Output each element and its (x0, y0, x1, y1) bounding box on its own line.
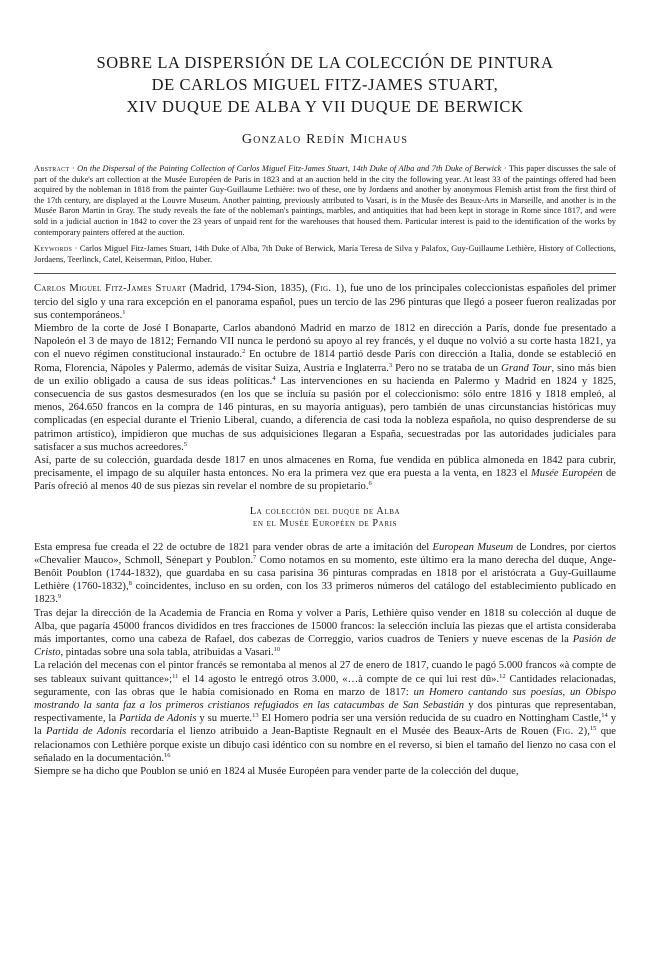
figure-ref-1[interactable]: Fig. 1 (314, 283, 341, 295)
abstract-sep: · (69, 164, 78, 173)
paragraph-6 (34, 659, 616, 765)
keywords-label: Keywords (34, 244, 73, 254)
p6-text-c: Cantidades relacionadas, seguramente, con las obras que le había comisionado en Roma en marzo de 1817: (34, 673, 616, 698)
abstract (34, 164, 616, 238)
footnote-ref-1[interactable]: 1 (122, 308, 126, 316)
paper-title (34, 52, 616, 118)
p3-text-a: Así, parte de su colección, guardada desde 1817 en unos almacenes en Roma, fue vendida en pública almoneda en 1842 para cubrir, precisamente, el impago de su alquiler hasta entonces. No era la primera vez que era puesta a la venta, en 1823 el (34, 454, 616, 480)
title-line-1: SOBRE LA DISPERSIÓN DE LA COLECCIÓN DE PINTURA (96, 53, 554, 72)
footnote-ref-14[interactable]: 14 (601, 712, 608, 720)
paper-page (0, 52, 650, 971)
p3-text-b: de París ofreció al menos 40 de sus piezas sin revelar el nombre de su propietario. (34, 468, 616, 493)
footnote-ref-6[interactable]: 6 (368, 480, 372, 488)
p6-text-i: recordaría el lienzo atribuido a Jean-Baptiste Regnault en el Musée des Beaux-Arts de Rouen ( (126, 726, 557, 738)
keywords-text: · Carlos Miguel Fitz-James Stuart, 14th Duke of Alba, 7th Duke of Berwick, María Teresa de Silva y Palafox, Guy-Guillaume Lethière, History of Collections, Jordaens, Teerlinck, Catel, Keiserman, Pitloo, Huber. (34, 244, 616, 264)
footnote-ref-4[interactable]: 4 (272, 374, 276, 382)
p6-italic-4: Partida de Adonis (46, 726, 127, 738)
footnote-ref-16[interactable]: 16 (164, 751, 171, 759)
p6-text-f: y su muerte. (196, 713, 253, 725)
p4-italic: European Museum (432, 541, 514, 553)
p6-text-d: , (562, 686, 570, 698)
title-line-2: DE CARLOS MIGUEL FITZ-JAMES STUART, (151, 75, 499, 94)
paragraph-3 (34, 454, 616, 494)
section-heading-line-1: La colección del duque de Alba (249, 505, 401, 517)
p6-italic-1: un Homero cantando sus poesías (413, 686, 563, 698)
p6-text-g: El Homero podría ser una versión reducida de su cuadro en Nottingham Castle, (258, 713, 602, 725)
lead-name: Carlos Miguel Fitz-James Stuart (34, 283, 187, 295)
paragraph-2 (34, 322, 616, 454)
footnote-ref-2[interactable]: 2 (242, 348, 246, 356)
section-heading-line-2: en el Musée Européen de Paris (252, 518, 398, 530)
p1-text-b: ), fue uno de los principales coleccionistas españoles del primer tercio del siglo y una rara excepción en el panorama español, pues un tercio de las 296 pinturas que llegó a poseer fueron realizadas por sus contemporáneos. (34, 283, 617, 321)
keywords (34, 244, 616, 265)
paragraph-1 (34, 282, 616, 322)
title-line-3: XIV DUQUE DE ALBA Y VII DUQUE DE BERWICK (126, 97, 524, 116)
p2-text-d: , sino más bien de un exilio obligado a causa de sus ideas políticas. (34, 362, 616, 387)
abstract-title: On the Dispersal of the Painting Collection of Carlos Miguel Fitz-James Stuart, 14th Duke of Alba and 7th Duke of Berwick (77, 164, 502, 173)
p6-text-b: el 14 agosto le entregó otros 3.000, «…à compte de ce qui lui rest dû». (178, 673, 500, 685)
abstract-label: Abstract (34, 164, 70, 173)
footnote-ref-7[interactable]: 7 (253, 553, 257, 561)
author-name: Gonzalo Redín Michaus (241, 132, 409, 147)
paragraph-5 (34, 607, 616, 660)
p6-italic-3: Partida de Adonis (119, 713, 197, 725)
p5-text-a: Tras dejar la dirección de la Academia de Francia en Roma y volver a París, Lethière quiso vender en 1818 su colección al duque de Alba, que pagaría 45000 francos divididos en tres fracciones de 15000 francos: la selección incluía las piezas que el artista consideraba más importantes, como una cabeza de Rafael, dos cabezas de Correggio, varios cuadros de Teniers y nueve escenas de la (34, 607, 616, 646)
p4-text-d: coincidentes, incluso en su orden, con los 33 primeros números del catálogo del establecimiento publicado en 1823. (34, 581, 616, 606)
footnote-ref-5[interactable]: 5 (183, 440, 187, 448)
p6-text-j: ), (583, 726, 590, 738)
p4-text-b: de Londres, por ciertos «Chevalier Mauco», Schmoll, Sénepart y Poublon. (34, 541, 616, 566)
footnote-ref-13[interactable]: 13 (252, 712, 259, 720)
p6-text-k: que relacionamos con Lethière porque existe un dibujo casi idéntico con su nombre en el reverso, si bien el tamaño del lienzo no casa con el señalado en la documentación. (34, 726, 617, 764)
footnote-ref-9[interactable]: 9 (57, 593, 62, 601)
p2-text-c: Pero no se trataba de un (392, 362, 502, 374)
p2-text-b: En octubre de 1814 partió desde París con dirección a Italia, donde se estableció en Roma, Florencia, Nápoles y Palermo, además de visitar Suiza, Austria e Inglaterra. (34, 349, 616, 374)
section-heading (34, 506, 616, 531)
p4-text-c: Como notamos en su momento, este último era la mano derecha del duque, Ange-Benôit Poublon (1744-1832), que guardaba en su casa parisina 36 pinturas compradas en 1818 por el aristócrata a Guy-Guillaume Lethière (1760-1832), (34, 554, 616, 593)
divider-rule (34, 273, 616, 274)
paragraph-7: Siempre se ha dicho que Poublon se unió en 1824 al Musée Européen para vender parte de la colección del duque, (34, 766, 519, 778)
abstract-text: · This paper discusses the sale of part of the duke's art collection at the Musée Européen de Paris in 1823 and at an auction held in the city the following year. At least 33 of the paintings offered had been acquired by the nobleman in 1818 from the painter Guy-Guillaume Lethière: two of these, one by Jordaens and another by anonymous Flemish artist from the first third of the 17th century, are displayed at the Louvre Museum. Another painting, previously attributed to Vasari, is in the Musée des Beaux-Arts in Marseille, and another is in the Musée Baron Martin in Gray. The study reveals the fate of the nobleman's paintings, marbles, and antiquities that had been kept in storage in Rome since 1817, and were sold in a judicial auction in 1842 to cover the 23 years of unpaid rent for the warehouses that housed them. Particular interest is paid to the identification of the works by contemporary painters offered at the auction. (34, 164, 616, 237)
paragraph-4 (34, 541, 616, 607)
p5-text-b: , pintadas sobre una sola tabla, atribuidas a Vasari. (60, 647, 274, 659)
p6-text-h: y la (34, 713, 616, 738)
p3-italic: Musée Européen (530, 468, 603, 480)
p6-italic-2: un Obispo mostrando la santa faz a los primeros cristianos refugiados en las catacumbas de San Sebastián (34, 686, 617, 712)
footnote-ref-11[interactable]: 11 (172, 672, 179, 680)
p4-text-a: Esta empresa fue creada el 22 de octubre de 1821 para vender obras de arte a imitación del (34, 541, 433, 553)
footnote-ref-8[interactable]: 8 (128, 580, 132, 588)
p2-text-e: Las intervenciones en su hacienda en Palermo y Madrid en 1824 y 1825, consecuencia de sus gastos desmesurados (en los que se incluía su pasión por el coleccionismo: sólo entre 1816 y 1818 empleó, al menos, 264.650 francos en la compra de 146 pinturas, en su mayoría antiguas), pero también de unas circunstancias históricas muy complicadas (en especial durante el Trienio Liberal, cuando, a diferencia de casi toda la nobleza española, no quiso desprenderse de su patrimon artístico), impidieron que muchas de sus adquisiciones llegaran a España, secuestradas por las autoridades judiciales para satisfacer a sus muchos acreedores. (34, 375, 616, 453)
p2-text-a: Miembro de la corte de José I Bonaparte, Carlos abandonó Madrid en marzo de 1812 en dirección a París, donde fue presentado a Napoleón el 3 de mayo de 1812; Fernando VII nunca le perdonó su apoyo al rey francés, y el duque no volvió a su corte hasta 1821, ya con el nuevo régimen constitucional instaurado. (34, 322, 616, 361)
p2-italic: Grand Tour (501, 362, 552, 374)
p6-text-e: y dos pinturas que representaban, respectivamente, la (34, 700, 616, 725)
figure-ref-2[interactable]: Fig. 2 (556, 726, 584, 738)
p1-text-a: (Madrid, 1794-Sion, 1835), ( (186, 283, 315, 295)
footnote-ref-10[interactable]: 10 (273, 646, 281, 654)
footnote-ref-12[interactable]: 12 (499, 672, 506, 680)
body-text (34, 282, 616, 778)
p5-italic: Pasión de Cristo (34, 634, 616, 659)
p6-text-a: La relación del mecenas con el pintor francés se remontaba al menos al 27 de enero de 1817, cuando le pagó 5.000 francos «à compte de ses tableaux suivant quittance»; (34, 660, 616, 685)
footnote-ref-3[interactable]: 3 (388, 361, 393, 369)
footnote-ref-15[interactable]: 15 (589, 725, 597, 733)
